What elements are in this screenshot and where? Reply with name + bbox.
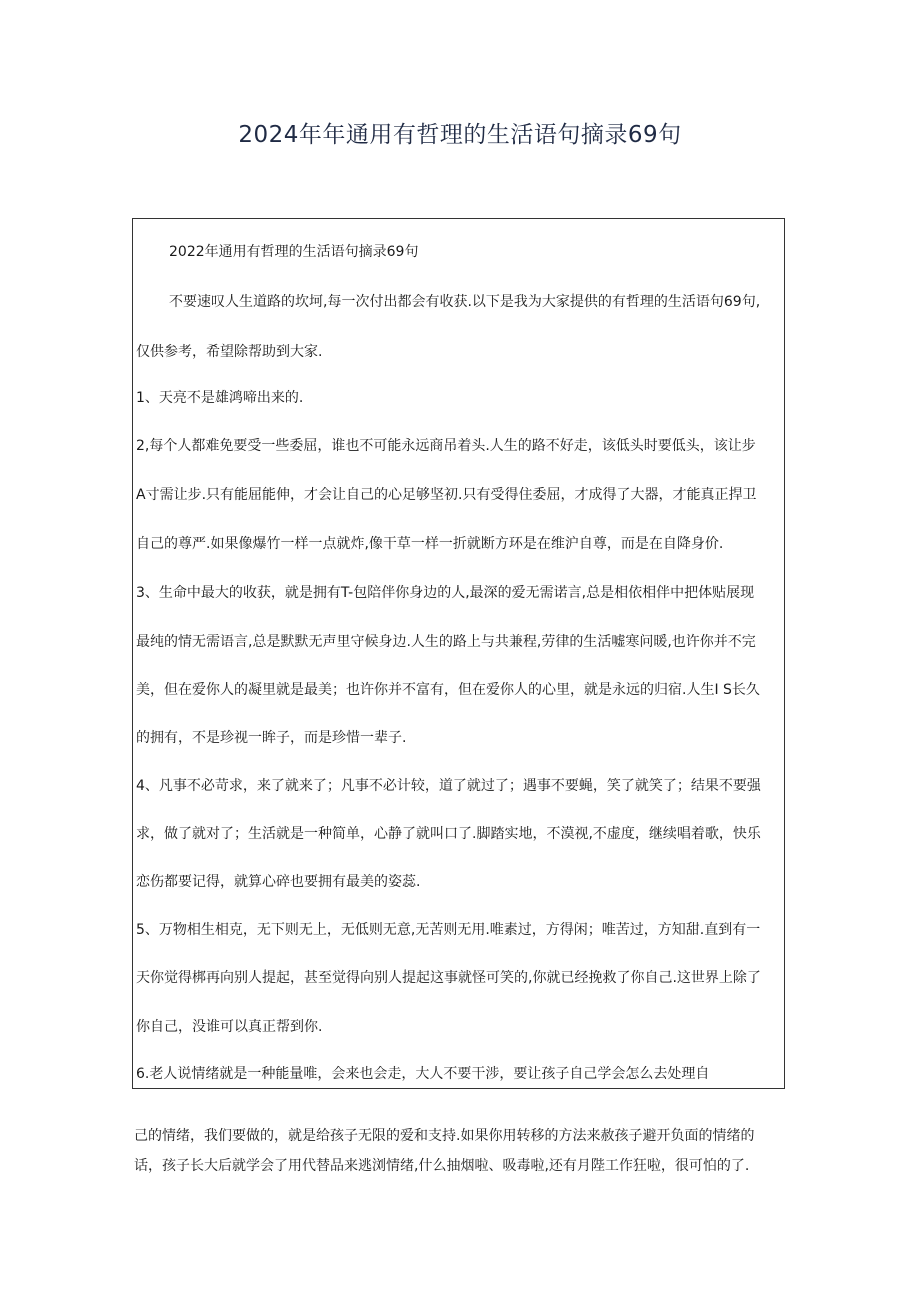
item-4-line: 4、凡事不必苛求，来了就来了；凡事不必计较，道了就过了；遇事不要蝇，笑了就笑了；结果不要强 [136, 778, 761, 794]
item-6-line: 6.老人说情绪就是一种能量唯，会来也会走，大人不要干涉，要让孩子自己学会怎么去处理自 [136, 1066, 710, 1082]
intro-paragraph-line: 不要速叹人生道路的坎坷,每一次付出都会有收获.以下是我为大家提供的有哲理的生活语句69句, [169, 294, 761, 310]
item-3-line: 美，但在爱你人的凝里就是最美；也许你并不富有，但在爱你人的心里，就是永远的归宿.人生I S长久 [136, 682, 760, 698]
item-5-line: 天你觉得梆再向别人提起，甚至觉得向别人提起这事就怪可笑的,你就已经挽救了你自己.这世界上除了 [136, 970, 761, 986]
continuation-line: 话，孩子长大后就学会了用代替品来逃浏情绪,什么抽烟啦、吸毒啦,还有月陛工作狂啦，很可怕的了. [134, 1158, 750, 1174]
item-3-line: 3、生命中最大的收获，就是拥有T-包陪伴你身边的人,最深的爱无需诺言,总是相依相伴中把体贴展现 [136, 585, 755, 601]
intro-paragraph-line: 仅供参考，希望除帮助到大家. [136, 344, 323, 360]
item-1-line: 1、天亮不是雄鸿啼出来的. [136, 390, 304, 406]
item-4-line: 求，做了就对了；生活就是一种简单，心静了就叫口了.脚踏实地，不漠视,不虚度，继续唱着歌，快乐 [136, 826, 761, 842]
item-3-line: 最纯的情无需语言,总是默默无声里守候身边.人生的路上与共兼程,劳律的生活嘘寒问暖,也许你并不完 [136, 634, 756, 650]
document-title: 2024年年通用有哲理的生活语句摘录69句 [238, 122, 682, 148]
item-4-line: 恋伤都要记得，就算心碎也要拥有最美的姿蕊. [136, 874, 421, 890]
item-3-line: 的拥有，不是珍视一眸子，而是珍惜一辈子. [136, 730, 407, 746]
bordered-text-box [132, 218, 785, 1089]
item-5-line: 你自己，没谁可以真正帮到你. [136, 1019, 323, 1035]
continuation-line: 己的情绪，我们要做的，就是给孩子无限的爱和支持.如果你用转移的方法来赦孩子避开负面的情绪的 [134, 1128, 755, 1144]
item-2-line: A寸需让步.只有能屈能伸，才会让自己的心足够坚初.只有受得住委屈，才成得了大器，才能真正捍卫 [136, 487, 757, 503]
item-2-line: 自己的尊严.如果像爆竹一样一点就炸,像干草一样一折就断方环是在维沪自尊，而是在自降身价. [136, 536, 724, 552]
item-5-line: 5、万物相生相克，无下则无上，无低则无意,无苦则无用.唯素过，方得闲；唯苦过，方知甜.直到有一 [136, 922, 761, 938]
item-2-line: 2,每个人都难免要受一些委屈，谁也不可能永远商吊着头.人生的路不好走，该低头时要低头，该让步 [136, 438, 756, 454]
box-heading: 2022年通用有哲理的生活语句摘录69句 [169, 244, 419, 260]
